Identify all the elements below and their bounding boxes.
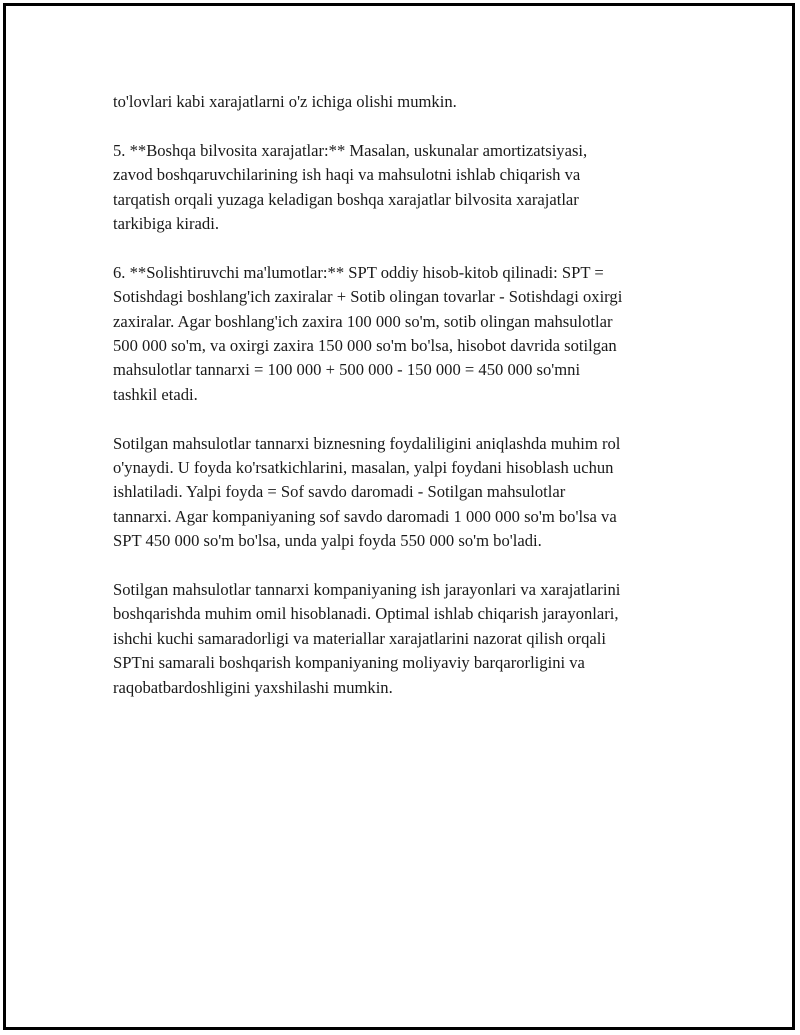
text-line: 5. **Boshqa bilvosita xarajatlar:** Masalan, uskunalar amortizatsiyasi, — [113, 140, 588, 160]
paragraph-comparative-data — [113, 261, 693, 407]
text-line: SPT 450 000 so'm bo'lsa, unda yalpi foyda 550 000 so'm bo'ladi. — [113, 531, 542, 551]
text-line: to'lovlari kabi xarajatlarni o'z ichiga olishi mumkin. — [113, 92, 457, 111]
text-line: tannarxi. Agar kompaniyaning sof savdo daromadi 1 000 000 so'm bo'lsa va — [113, 506, 617, 526]
paragraph-continuation — [113, 90, 693, 114]
text-line: zavod boshqaruvchilarining ish haqi va mahsulotni ishlab chiqarish va — [113, 165, 581, 185]
paragraph-cost-management — [113, 578, 693, 700]
text-line: SPTni samarali boshqarish kompaniyaning moliyaviy barqarorligini va — [113, 653, 585, 673]
text-line: zaxiralar. Agar boshlang'ich zaxira 100 000 so'm, sotib olingan mahsulotlar — [113, 311, 613, 331]
text-line: 500 000 so'm, va oxirgi zaxira 150 000 so'm bo'lsa, hisobot davrida sotilgan — [113, 336, 617, 356]
text-line: mahsulotlar tannarxi = 100 000 + 500 000 - 150 000 = 450 000 so'mni — [113, 360, 581, 380]
text-line: Sotishdagi boshlang'ich zaxiralar + Sotib olingan tovarlar - Sotishdagi oxirgi — [113, 287, 623, 307]
paragraph-other-indirect-costs — [113, 139, 693, 237]
text-line: Sotilgan mahsulotlar tannarxi biznesning foydaliligini aniqlashda muhim rol — [113, 433, 621, 453]
document-body — [113, 90, 693, 724]
text-line: tarqatish orqali yuzaga keladigan boshqa xarajatlar bilvosita xarajatlar — [113, 189, 579, 209]
text-line: boshqarishda muhim omil hisoblanadi. Optimal ishlab chiqarish jarayonlari, — [113, 604, 619, 624]
text-line: Sotilgan mahsulotlar tannarxi kompaniyaning ish jarayonlari va xarajatlarini — [113, 580, 621, 600]
text-line: ishchi kuchi samaradorligi va materiallar xarajatlarini nazorat qilish orqali — [113, 628, 607, 648]
text-line: tarkibiga kiradi. — [113, 214, 219, 234]
text-line: o'ynaydi. U foyda ko'rsatkichlarini, masalan, yalpi foydani hisoblash uchun — [113, 458, 614, 478]
paragraph-profitability — [113, 432, 693, 554]
text-line: ishlatiladi. Yalpi foyda = Sof savdo daromadi - Sotilgan mahsulotlar — [113, 482, 566, 502]
text-line: raqobatbardoshligini yaxshilashi mumkin. — [113, 677, 393, 697]
text-line: 6. **Solishtiruvchi ma'lumotlar:** SPT oddiy hisob-kitob qilinadi: SPT = — [113, 262, 604, 282]
text-line: tashkil etadi. — [113, 384, 198, 404]
